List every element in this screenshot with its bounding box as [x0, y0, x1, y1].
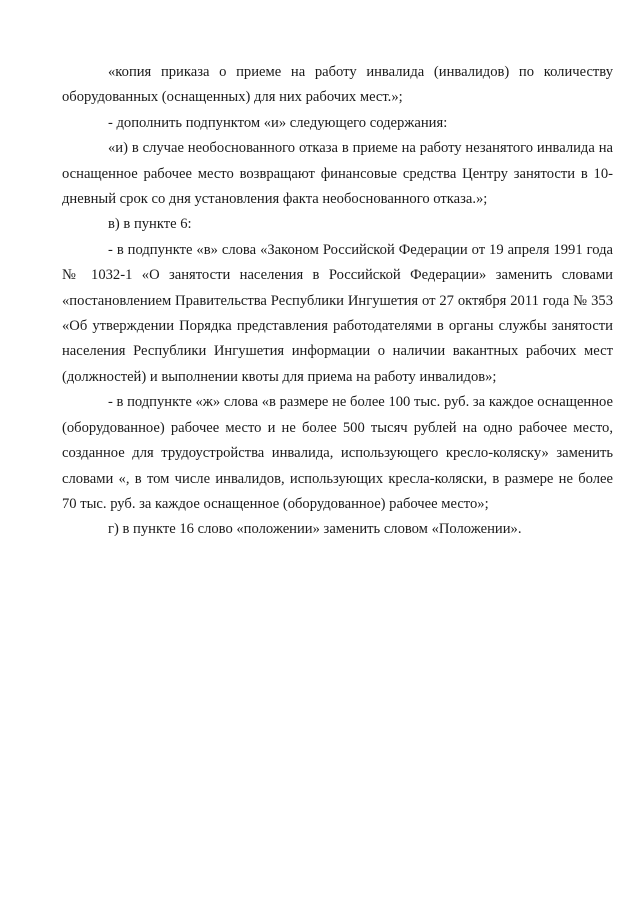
paragraph-3: «и) в случае необоснованного отказа в приеме на работу незанятого инвалида на оснащенное рабочее место возвращают финансовые средства Центру занятости в 10-дневный срок со дня установления факта необоснованного отказа.»; [62, 140, 613, 208]
document-body [62, 60, 613, 543]
paragraph-2: - дополнить подпунктом «и» следующего содержания: [108, 114, 448, 131]
paragraph-4: в) в пункте 6: [108, 216, 192, 233]
paragraph-1: «копия приказа о приеме на работу инвалида (инвалидов) по количеству оборудованных (оснащенных) для них рабочих мест.»; [62, 64, 613, 106]
paragraph-6: - в подпункте «ж» слова «в размере не более 100 тыс. руб. за каждое оснащенное (оборудованное) рабочее место и не более 500 тысяч рублей на одно рабочее место, созданное для трудоустройства инвалида, использующего кресло-коляску» заменить словами «, в том числе инвалидов, использующих кресла-коляски, в размере не более 70 тыс. руб. за каждое оснащенное (оборудованное) рабочее место»; [62, 394, 613, 512]
paragraph-7: г) в пункте 16 слово «положении» заменить словом «Положении». [108, 521, 522, 538]
paragraph-5: - в подпункте «в» слова «Законом Российской Федерации от 19 апреля 1991 года № 1032-1 «О занятости населения в Российской Федерации» заменить словами «постановлением Правительства Республики Ингушетия от 27 октября 2011 года № 353 «Об утверждении Порядка представления работодателями в органы службы занятости населения Республики Ингушетия информации о наличии вакантных рабочих мест (должностей) и выполнении квоты для приема на работу инвалидов»; [62, 241, 613, 385]
